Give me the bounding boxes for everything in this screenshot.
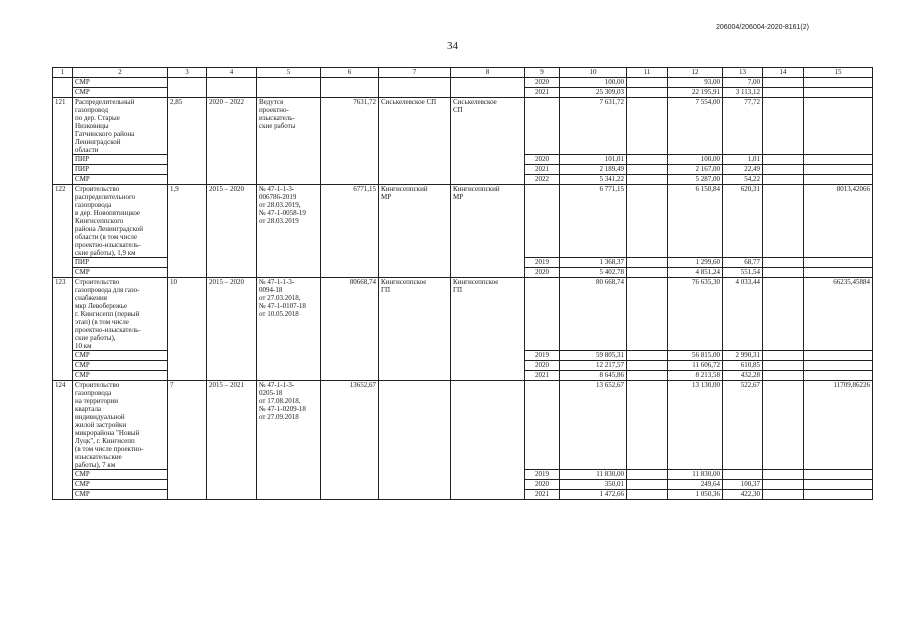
work-type-cell: СМР <box>73 470 168 480</box>
total-amount-cell: 4 033,44 <box>723 278 763 351</box>
empty-cell <box>763 165 804 175</box>
work-type-cell: СМР <box>73 361 168 371</box>
customer-cell: Сиськелевское СП <box>451 98 525 185</box>
amount-cell: 1 472,66 <box>560 490 627 500</box>
work-type-cell: СМР <box>73 480 168 490</box>
empty-cell <box>763 371 804 381</box>
col-number: 15 <box>804 68 873 78</box>
amount-cell: 7,00 <box>723 78 763 88</box>
object-title-cell: Строительство распределительного газопровода в дер. Новопятницкое Кингисеппского района Ленинградской области (в том числе проектно-изыскатель- ские работы), 1,9 км <box>73 185 168 258</box>
total-amount-cell: 7 631,72 <box>560 98 627 155</box>
amount-cell: 422,30 <box>723 490 763 500</box>
col-number: 4 <box>207 68 257 78</box>
work-type-cell: СМР <box>73 175 168 185</box>
total-amount-cell: 6 771,15 <box>560 185 627 258</box>
year-cell: 2021 <box>525 88 560 98</box>
amount-cell <box>723 470 763 480</box>
empty-cell <box>627 98 668 155</box>
empty-cell <box>804 361 873 371</box>
amount-cell: 1 299,60 <box>668 258 723 268</box>
period-cell: 2020 – 2022 <box>207 98 257 185</box>
amount-cell: 5 287,00 <box>668 175 723 185</box>
expertise-docs-cell: № 47-1-1-3- 006786-2019 от 28.03.2019, № 47-1-0058-19 от 28.03.2019 <box>257 185 321 278</box>
empty-cell <box>168 88 207 98</box>
empty-cell <box>804 78 873 88</box>
total-amount-cell: 13 652,67 <box>560 381 627 470</box>
work-type-cell: СМР <box>73 268 168 278</box>
year-cell: 2022 <box>525 175 560 185</box>
amount-cell: 5 341,22 <box>560 175 627 185</box>
length-cell: 1,9 <box>168 185 207 278</box>
column-number-row <box>53 68 873 78</box>
col-number: 14 <box>763 68 804 78</box>
program-table <box>52 67 873 500</box>
amount-cell: 1,01 <box>723 155 763 165</box>
empty-cell <box>763 490 804 500</box>
work-type-cell: ПИР <box>73 165 168 175</box>
amount-cell: 249,64 <box>668 480 723 490</box>
empty-cell <box>763 155 804 165</box>
year-cell: 2019 <box>525 351 560 361</box>
cost-cell: 6771,15 <box>321 185 379 278</box>
empty-cell <box>257 88 321 98</box>
empty-cell <box>804 470 873 480</box>
empty-cell <box>627 88 668 98</box>
amount-cell: 11 830,00 <box>560 470 627 480</box>
length-cell: 10 <box>168 278 207 381</box>
capacity-cell: 66235,45884 <box>804 278 873 351</box>
municipality-cell: Сиськелевское СП <box>379 98 451 185</box>
period-cell: 2015 – 2020 <box>207 185 257 278</box>
work-type-cell: СМР <box>73 490 168 500</box>
empty-cell <box>627 185 668 258</box>
amount-cell: 100,00 <box>668 155 723 165</box>
amount-cell: 610,85 <box>723 361 763 371</box>
total-amount-cell: 522,67 <box>723 381 763 470</box>
empty-cell <box>804 88 873 98</box>
year-cell: 2020 <box>525 78 560 88</box>
amount-cell: 12 217,57 <box>560 361 627 371</box>
empty-cell <box>763 361 804 371</box>
empty-cell <box>627 490 668 500</box>
empty-cell <box>804 371 873 381</box>
empty-cell <box>763 88 804 98</box>
amount-cell: 350,01 <box>560 480 627 490</box>
col-number: 7 <box>379 68 451 78</box>
total-amount-cell: 620,31 <box>723 185 763 258</box>
length-cell: 2,85 <box>168 98 207 185</box>
year-cell: 2021 <box>525 165 560 175</box>
amount-cell: 5 402,78 <box>560 268 627 278</box>
empty-cell <box>627 258 668 268</box>
object-number-cell: 124 <box>53 381 73 500</box>
col-number: 12 <box>668 68 723 78</box>
total-amount-cell: 80 668,74 <box>560 278 627 351</box>
empty-cell <box>804 351 873 361</box>
col-number: 8 <box>451 68 525 78</box>
capacity-cell: 8013,42066 <box>804 185 873 258</box>
customer-cell: Кингисеппский МР <box>451 185 525 278</box>
work-type-cell: СМР <box>73 88 168 98</box>
empty-cell <box>763 381 804 470</box>
work-type-cell: СМР <box>73 351 168 361</box>
amount-cell: 22,49 <box>723 165 763 175</box>
object-number-cell: 121 <box>53 98 73 185</box>
total-amount-cell: 13 130,00 <box>668 381 723 470</box>
amount-cell: 3 113,12 <box>723 88 763 98</box>
empty-cell <box>321 88 379 98</box>
empty-cell <box>627 175 668 185</box>
capacity-cell <box>804 98 873 155</box>
empty-cell <box>804 155 873 165</box>
amount-cell: 68,77 <box>723 258 763 268</box>
table-body <box>53 68 873 500</box>
empty-cell <box>627 165 668 175</box>
expertise-docs-cell: № 47-1-1-3- 0094-18 от 27.03.2018, № 47-1-0107-18 от 10.05.2018 <box>257 278 321 381</box>
empty-cell <box>257 78 321 88</box>
municipality-cell: Кингисеппский МР <box>379 185 451 278</box>
row-number-cell <box>53 88 73 98</box>
col-number: 13 <box>723 68 763 78</box>
year-cell <box>525 185 560 258</box>
object-title-cell: Распределительный газопровод по дер. Старые Низковицы Гатчинского района Ленинградской области <box>73 98 168 155</box>
expertise-docs-cell: Ведутся проектно- изыскатель- ские работы <box>257 98 321 185</box>
col-number: 2 <box>73 68 168 78</box>
empty-cell <box>379 88 451 98</box>
work-type-cell: СМР <box>73 371 168 381</box>
carry-row <box>53 78 873 88</box>
year-cell: 2019 <box>525 470 560 480</box>
amount-cell: 8 645,86 <box>560 371 627 381</box>
capacity-cell: 11709,86226 <box>804 381 873 470</box>
col-number: 1 <box>53 68 73 78</box>
empty-cell <box>804 175 873 185</box>
year-cell: 2020 <box>525 480 560 490</box>
year-cell <box>525 98 560 155</box>
object-number-cell: 122 <box>53 185 73 278</box>
amount-cell: 22 195,91 <box>668 88 723 98</box>
amount-cell: 8 213,58 <box>668 371 723 381</box>
total-amount-cell: 6 150,84 <box>668 185 723 258</box>
work-type-cell: ПИР <box>73 155 168 165</box>
year-cell: 2021 <box>525 371 560 381</box>
customer-cell: Кингисеппское ГП <box>451 278 525 381</box>
year-cell <box>525 381 560 470</box>
empty-cell <box>627 361 668 371</box>
empty-cell <box>804 480 873 490</box>
amount-cell: 2 189,49 <box>560 165 627 175</box>
empty-cell <box>207 88 257 98</box>
object-row <box>53 185 873 258</box>
year-cell: 2020 <box>525 155 560 165</box>
empty-cell <box>627 371 668 381</box>
empty-cell <box>804 268 873 278</box>
municipality-cell: Кингисеппское ГП <box>379 278 451 381</box>
object-title-cell: Строительство газопровода на территории квартала индивидуальной жилой застройки микрорайона "Новый Луцк", г. Кингисепп (в том числе проектно- изыскательские работы), 7 км <box>73 381 168 470</box>
amount-cell: 93,00 <box>668 78 723 88</box>
municipality-cell <box>379 381 451 500</box>
col-number: 11 <box>627 68 668 78</box>
length-cell: 7 <box>168 381 207 500</box>
empty-cell <box>627 78 668 88</box>
empty-cell <box>627 381 668 470</box>
empty-cell <box>804 490 873 500</box>
total-amount-cell: 7 554,00 <box>668 98 723 155</box>
cost-cell: 80668,74 <box>321 278 379 381</box>
period-cell: 2015 – 2020 <box>207 278 257 381</box>
amount-cell: 59 805,31 <box>560 351 627 361</box>
amount-cell: 101,01 <box>560 155 627 165</box>
amount-cell: 2 167,00 <box>668 165 723 175</box>
empty-cell <box>804 165 873 175</box>
object-number-cell: 123 <box>53 278 73 381</box>
object-title-cell: Строительство газопровода для газо- снабжения мкр Левобережье г. Кингисепп (первый этап) (в том числе проектно-изыскатель- ские работы), 10 км <box>73 278 168 351</box>
col-number: 9 <box>525 68 560 78</box>
col-number: 6 <box>321 68 379 78</box>
amount-cell: 54,22 <box>723 175 763 185</box>
amount-cell: 100,00 <box>560 78 627 88</box>
amount-cell: 56 815,00 <box>668 351 723 361</box>
empty-cell <box>763 78 804 88</box>
amount-cell: 11 606,72 <box>668 361 723 371</box>
amount-cell: 1 368,37 <box>560 258 627 268</box>
object-row <box>53 98 873 155</box>
object-row <box>53 278 873 351</box>
col-number: 10 <box>560 68 627 78</box>
amount-cell: 551,54 <box>723 268 763 278</box>
expertise-docs-cell: № 47-1-1-3- 0205-18 от 17.08.2018, № 47-1-0209-18 от 27.09.2018 <box>257 381 321 500</box>
empty-cell <box>627 351 668 361</box>
row-number-cell <box>53 78 73 88</box>
empty-cell <box>451 88 525 98</box>
object-row <box>53 381 873 470</box>
amount-cell: 100,37 <box>723 480 763 490</box>
year-cell: 2020 <box>525 361 560 371</box>
empty-cell <box>451 78 525 88</box>
empty-cell <box>379 78 451 88</box>
document-id: 206004/206004-2020-8161(2) <box>715 24 809 31</box>
year-cell: 2021 <box>525 490 560 500</box>
empty-cell <box>207 78 257 88</box>
amount-cell: 1 050,36 <box>668 490 723 500</box>
col-number: 3 <box>168 68 207 78</box>
carry-row <box>53 88 873 98</box>
empty-cell <box>763 278 804 351</box>
year-cell <box>525 278 560 351</box>
amount-cell: 2 990,31 <box>723 351 763 361</box>
empty-cell <box>763 480 804 490</box>
empty-cell <box>804 258 873 268</box>
cost-cell: 13652,67 <box>321 381 379 500</box>
amount-cell: 432,28 <box>723 371 763 381</box>
total-amount-cell: 76 635,30 <box>668 278 723 351</box>
period-cell: 2015 – 2021 <box>207 381 257 500</box>
amount-cell: 11 830,00 <box>668 470 723 480</box>
empty-cell <box>763 258 804 268</box>
empty-cell <box>627 268 668 278</box>
empty-cell <box>627 278 668 351</box>
empty-cell <box>627 470 668 480</box>
empty-cell <box>627 480 668 490</box>
empty-cell <box>763 185 804 258</box>
work-type-cell: ПИР <box>73 258 168 268</box>
amount-cell: 25 309,03 <box>560 88 627 98</box>
cost-cell: 7631,72 <box>321 98 379 185</box>
col-number: 5 <box>257 68 321 78</box>
year-cell: 2020 <box>525 268 560 278</box>
customer-cell <box>451 381 525 500</box>
total-amount-cell: 77,72 <box>723 98 763 155</box>
amount-cell: 4 851,24 <box>668 268 723 278</box>
empty-cell <box>763 98 804 155</box>
empty-cell <box>763 470 804 480</box>
year-cell: 2019 <box>525 258 560 268</box>
empty-cell <box>763 351 804 361</box>
work-type-cell: СМР <box>73 78 168 88</box>
empty-cell <box>763 268 804 278</box>
page-number: 34 <box>447 40 458 52</box>
empty-cell <box>763 175 804 185</box>
empty-cell <box>321 78 379 88</box>
empty-cell <box>168 78 207 88</box>
empty-cell <box>627 155 668 165</box>
